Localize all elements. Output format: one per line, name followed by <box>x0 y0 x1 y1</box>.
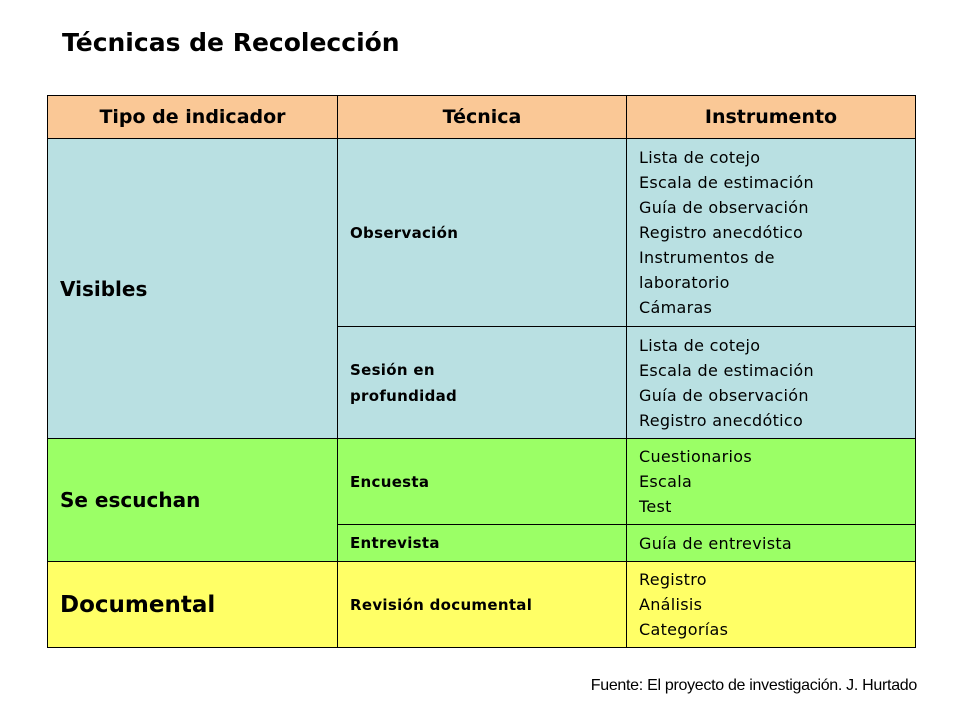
instrument-item: Escala de estimación <box>639 360 814 380</box>
instrument-item: Registro anecdótico <box>639 410 804 430</box>
indicator-cell: Documental <box>48 562 338 648</box>
instruments-cell <box>627 439 916 525</box>
instrument-item: Escala <box>639 472 693 491</box>
technique-cell: Entrevista <box>338 525 627 562</box>
technique-line: profundidad <box>350 386 458 405</box>
indicator-cell: Se escuchan <box>48 439 338 562</box>
instrument-item: Categorías <box>639 620 729 639</box>
table-row <box>48 562 916 648</box>
instrument-item: Cámaras <box>639 298 713 317</box>
page-title: Técnicas de Recolección <box>62 28 400 57</box>
instrument-item: Instrumentos de <box>639 248 775 267</box>
instrument-item: Escala de estimación <box>639 173 814 192</box>
techniques-table <box>47 95 916 648</box>
instrument-item: Guía de observación <box>639 385 809 405</box>
source-citation: Fuente: El proyecto de investigación. J. Hurtado <box>590 677 917 694</box>
instruments-cell <box>627 327 916 439</box>
instrument-item: laboratorio <box>639 273 730 292</box>
table-header-row <box>48 96 916 139</box>
table-row <box>48 439 916 525</box>
indicator-cell: Visibles <box>48 139 338 439</box>
instrument-item: Guía de observación <box>639 198 809 217</box>
technique-cell <box>338 327 627 439</box>
instruments-cell <box>627 562 916 648</box>
header-indicator-type: Tipo de indicador <box>48 96 338 139</box>
instrument-item: Análisis <box>639 595 703 614</box>
technique-cell: Revisión documental <box>338 562 627 648</box>
header-technique: Técnica <box>338 96 627 139</box>
instrument-item: Lista de cotejo <box>639 335 761 355</box>
table-row <box>48 139 916 327</box>
instruments-cell <box>627 139 916 327</box>
technique-line: Sesión en <box>350 360 435 379</box>
instrument-item: Lista de cotejo <box>639 148 761 167</box>
instruments-cell <box>627 525 916 562</box>
instrument-item: Cuestionarios <box>639 447 752 466</box>
technique-cell: Observación <box>338 139 627 327</box>
technique-cell: Encuesta <box>338 439 627 525</box>
instrument-item: Guía de entrevista <box>639 533 793 553</box>
instrument-item: Test <box>639 497 672 516</box>
instrument-item: Registro <box>639 570 707 589</box>
header-instrument: Instrumento <box>627 96 916 139</box>
instrument-item: Registro anecdótico <box>639 223 804 242</box>
